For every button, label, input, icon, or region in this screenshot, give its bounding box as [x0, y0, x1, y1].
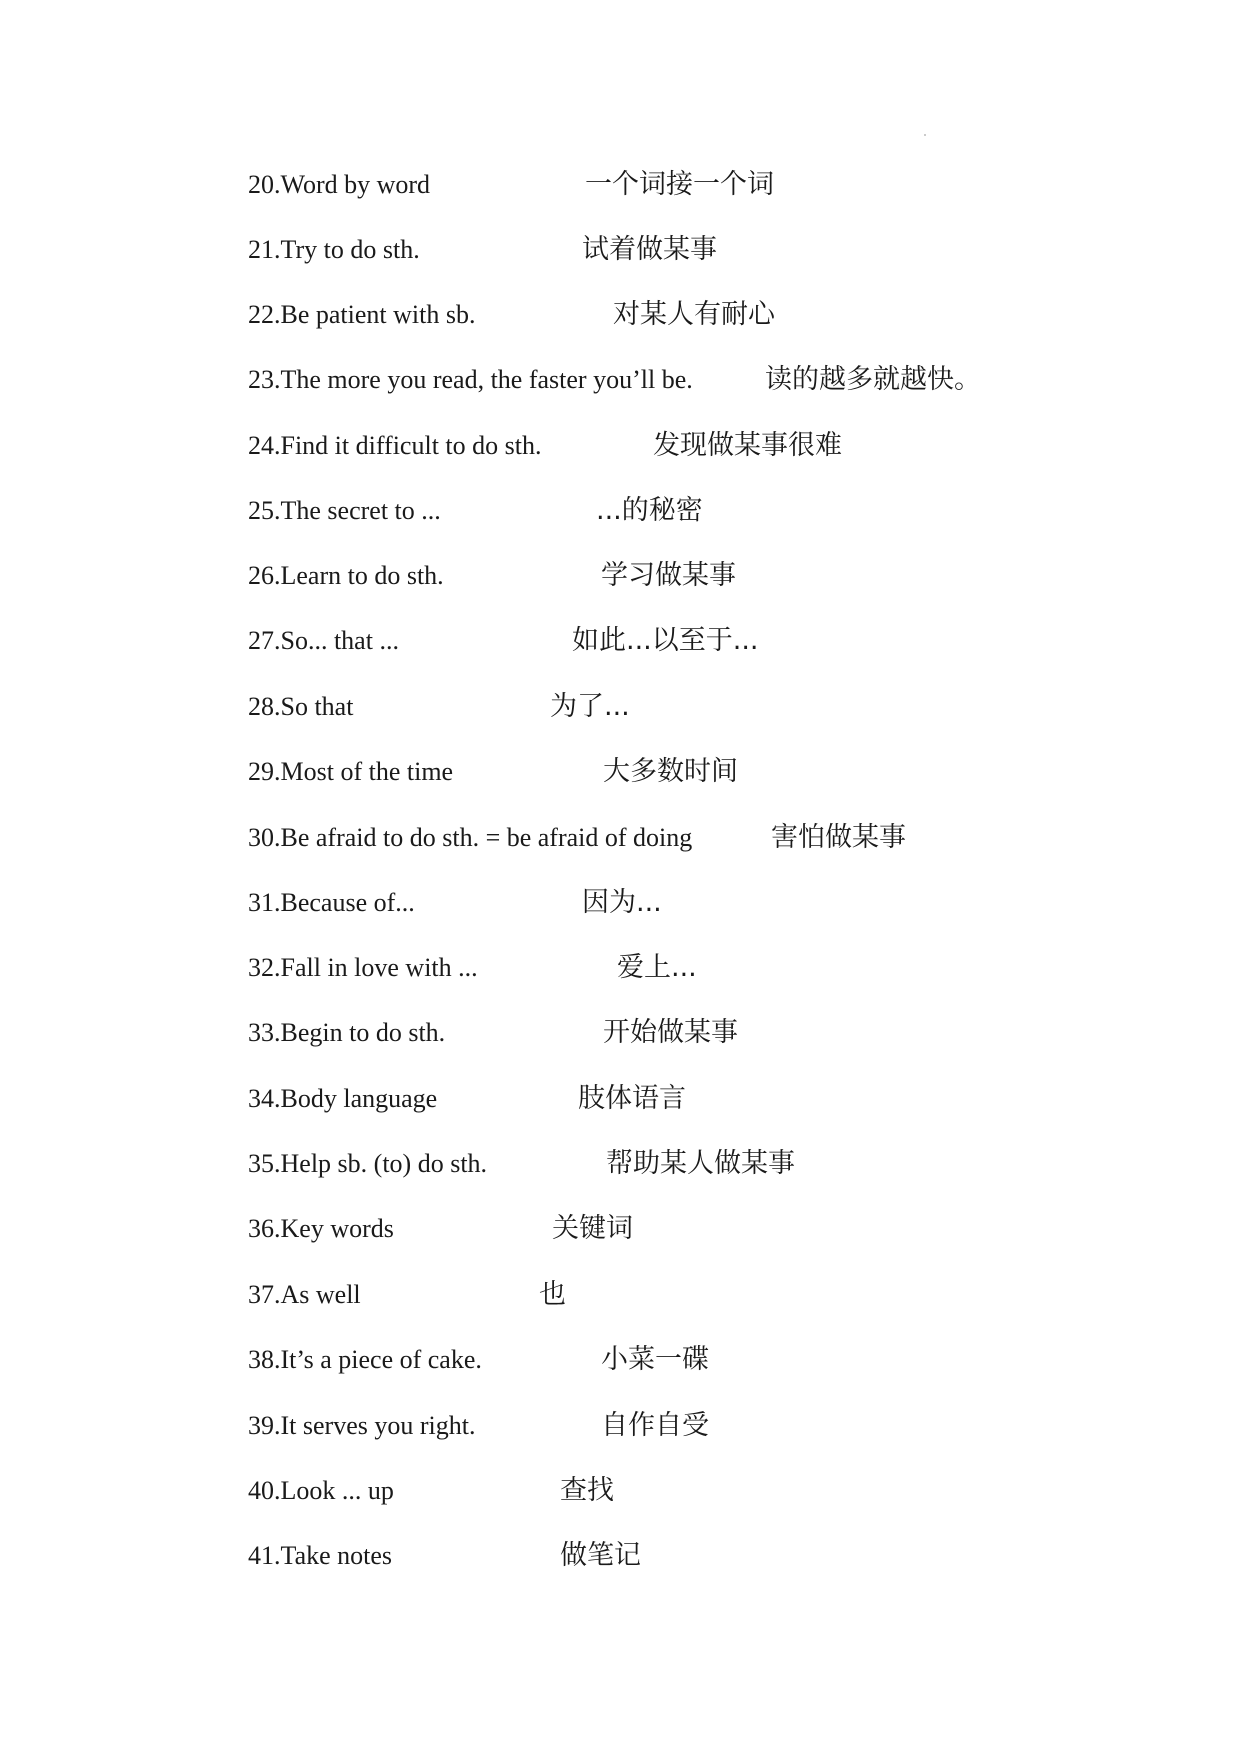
- phrase-chinese: 因为...: [582, 887, 662, 918]
- phrase-english: 22.Be patient with sb.: [248, 300, 476, 329]
- phrase-chinese: 自作自受: [601, 1410, 709, 1441]
- phrase-chinese: 害怕做某事: [771, 822, 906, 853]
- speck-mark: [924, 134, 926, 136]
- phrase-chinese: 爱上...: [617, 952, 697, 983]
- phrase-chinese: 发现做某事很难: [653, 430, 842, 461]
- phrase-english: 41.Take notes: [248, 1541, 393, 1570]
- phrase-chinese: 试着做某事: [582, 234, 717, 265]
- phrase-chinese: 也: [539, 1279, 566, 1310]
- phrase-chinese: 读的越多就越快。: [765, 364, 981, 395]
- phrase-chinese: 做笔记: [560, 1540, 641, 1571]
- phrase-english: 39.It serves you right.: [248, 1411, 476, 1440]
- phrase-chinese: 帮助某人做某事: [606, 1148, 795, 1179]
- phrase-english: 21.Try to do sth.: [248, 235, 420, 264]
- phrase-english: 20.Word by word: [248, 170, 431, 199]
- phrase-chinese: 一个词接一个词: [585, 169, 774, 200]
- phrase-chinese: 为了...: [550, 691, 630, 722]
- phrase-chinese: 对某人有耐心: [613, 299, 775, 330]
- phrase-english: 26.Learn to do sth.: [248, 561, 444, 590]
- phrase-english: 29.Most of the time: [248, 757, 454, 786]
- phrase-chinese: 肢体语言: [578, 1083, 686, 1114]
- phrase-chinese: 关键词: [552, 1213, 633, 1244]
- phrase-english: 32.Fall in love with ...: [248, 953, 478, 982]
- phrase-english: 24.Find it difficult to do sth.: [248, 431, 542, 460]
- phrase-chinese: ...的秘密: [596, 495, 703, 526]
- phrase-english: 31.Because of...: [248, 888, 415, 917]
- phrase-english: 40.Look ... up: [248, 1476, 394, 1505]
- phrase-english: 25.The secret to ...: [248, 496, 441, 525]
- phrase-chinese: 小菜一碟: [601, 1344, 709, 1375]
- phrase-english: 36.Key words: [248, 1214, 394, 1243]
- phrase-chinese: 查找: [560, 1475, 614, 1506]
- phrase-english: 38.It’s a piece of cake.: [248, 1345, 482, 1374]
- phrase-chinese: 开始做某事: [603, 1017, 738, 1048]
- phrase-english: 35.Help sb. (to) do sth.: [248, 1149, 488, 1178]
- phrase-english: 23.The more you read, the faster you’ll be.: [248, 365, 693, 394]
- phrase-chinese: 学习做某事: [601, 560, 736, 591]
- phrase-chinese: 大多数时间: [603, 756, 738, 787]
- phrase-english: 30.Be afraid to do sth. = be afraid of doing: [248, 823, 693, 852]
- phrase-english: 28.So that: [248, 692, 354, 721]
- phrase-chinese: 如此...以至于...: [572, 625, 759, 656]
- phrase-english: 37.As well: [248, 1280, 361, 1309]
- phrase-english: 27.So... that ...: [248, 626, 399, 655]
- phrase-english: 33.Begin to do sth.: [248, 1018, 446, 1047]
- phrase-english: 34.Body language: [248, 1084, 438, 1113]
